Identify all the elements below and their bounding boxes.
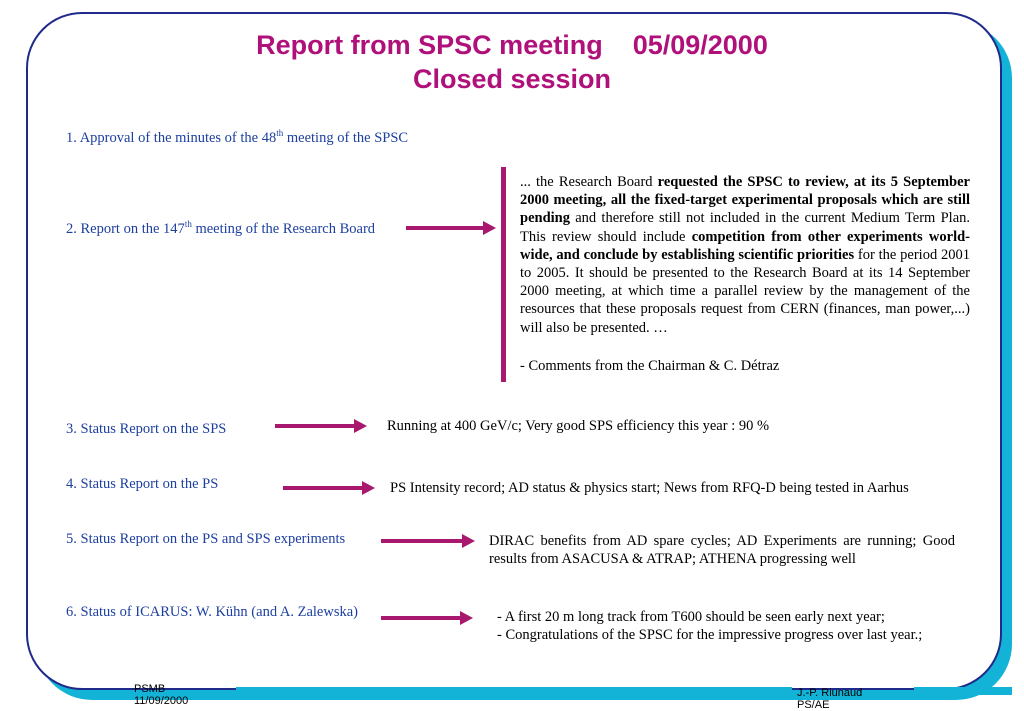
agenda-item-4: 4. Status Report on the PS — [66, 476, 219, 492]
agenda-item-3: 3. Status Report on the SPS — [66, 421, 227, 437]
footer-band-right — [914, 687, 1012, 695]
footer-band-middle — [236, 687, 792, 695]
footer-left-line-2: 11/09/2000 — [134, 695, 189, 707]
footer-left-line-1: PSMB — [134, 683, 166, 695]
arrow-2 — [406, 226, 484, 230]
agenda-item-2: 2. Report on the 147th meeting of the Research Board — [66, 219, 376, 237]
ps-detail: PS Intensity record; AD status & physics start; News from RFQ-D being tested in Aarhus — [390, 480, 909, 496]
sps-detail: Running at 400 GeV/c; Very good SPS efficiency this year : 90 % — [387, 418, 770, 434]
quote-bar — [501, 167, 506, 382]
slide-frame — [26, 12, 1002, 690]
title-line-1: Report from SPSC meeting 05/09/2000 — [256, 30, 768, 60]
slide-title — [0, 28, 1024, 96]
icarus-detail-2: - Congratulations of the SPSC for the impressive progress over last year.; — [497, 627, 923, 643]
research-board-quote: ... the Research Board requested the SPSC to review, at its 5 September 2000 meeting, all the fixed-target experimental proposals which are still pending and therefore still not included in the current Medium Term Plan. This review should include competition from other experiments world-wide, and conclude by establishing scientific priorities for the period 2001 to 2005. It should be presented to the Research Board at its 14 September 2000 meeting, at which time a parallel review by the management of the resources that these proposals request from CERN (finances, man power,...) will also be presented. … — [520, 174, 970, 336]
agenda-item-6: 6. Status of ICARUS: W. Kühn (and A. Zalewska) — [66, 604, 358, 620]
arrow-3 — [275, 424, 355, 428]
agenda-item-5: 5. Status Report on the PS and SPS experiments — [66, 531, 346, 547]
footer-right-line-1: J.-P. Riunaud — [797, 687, 863, 699]
icarus-detail-1: - A first 20 m long track from T600 should be seen early next year; — [497, 609, 885, 625]
footer-left — [134, 683, 188, 707]
arrow-6 — [381, 616, 461, 620]
chairman-comment: - Comments from the Chairman & C. Détraz — [520, 358, 780, 374]
footer-right-line-2: PS/AE — [797, 699, 830, 711]
footer-right — [797, 687, 862, 711]
agenda-item-1: 1. Approval of the minutes of the 48th meeting of the SPSC — [66, 128, 409, 146]
arrow-5 — [381, 539, 463, 543]
title-line-2: Closed session — [412, 64, 612, 94]
arrow-4 — [283, 486, 363, 490]
experiments-detail: DIRAC benefits from AD spare cycles; AD Experiments are running; Good results from ASACUSA & ATRAP; ATHENA progressing well — [489, 533, 955, 568]
